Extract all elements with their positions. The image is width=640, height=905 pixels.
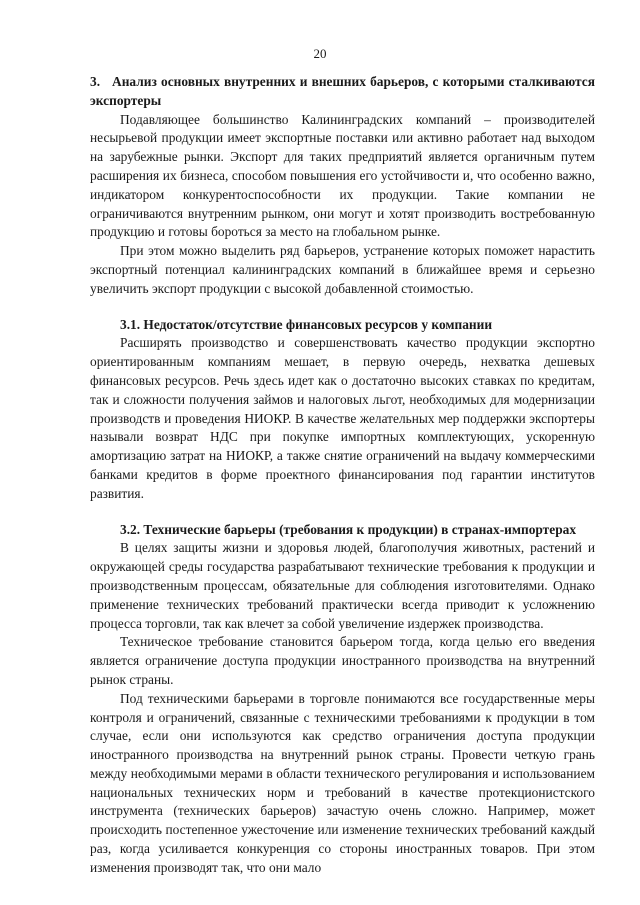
section-gap [90,504,595,521]
paragraph: При этом можно выделить ряд барьеров, устранение которых поможет нарастить экспортный потенциал калининградских компаний в ближайшее время и серьезно увеличить экспорт продукции с высокой добавленной стоимостью. [90,243,595,296]
section-3-2-heading: 3.2. Технические барьеры (требования к продукции) в странах-импортерах [120,521,577,537]
document-body [90,73,595,878]
paragraph: Подавляющее большинство Калининградских компаний – производителей несырьевой продукции имеет экспортные поставки или активно работает над выходом на зарубежные рынки. Экспорт для таких предприятий является органичным путем расширения их бизнеса, способом повышения его устойчивости и, что особенно важно, индикатором конкурентоспособности их продукции. Такие компании не ограничиваются внутренним рынком, они могут и хотят производить востребованную продукцию и готовы бороться за место на глобальном рынке. [90,111,595,240]
section-3-number: 3. [90,74,101,89]
section-gap [90,299,595,316]
paragraph: Под техническими барьерами в торговле понимаются все государственные меры контроля и ограничений, связанные с техническими требованиями к продукции в том случае, если они используются как средство ограничения доступа продукции иностранного производства на внутренний рынок страны. Провести четкую грань между необходимыми мерами в области технического регулирования и использованием национальных технических норм и требований в качестве протекционистского инструмента (технических барьеров) зачастую очень сложно. Например, может происходить постепенное ужесточение или изменение технических требований каждый раз, когда усиливается конкуренция со стороны иностранных товаров. При этом изменения производят так, что они мало [90,690,595,875]
page-number: 20 [313,46,327,61]
section-3-1-heading: 3.1. Недостаток/отсутствие финансовых ресурсов у компании [120,316,493,332]
section-3-title: Анализ основных внутренних и внешних барьеров, с которыми сталкиваются экспортеры [90,74,595,108]
paragraph: В целях защиты жизни и здоровья людей, благополучия животных, растений и окружающей среды государства разрабатывают технические требования к продукции и производственным процессам, обязательные для соблюдения изготовителями. Однако применение технических требований практически всегда приводит к усложнению процесса торговли, так как влечет за собой увеличение издержек производства. [90,540,595,631]
paragraph: Техническое требование становится барьером тогда, когда целью его введения является ограничение доступа продукции иностранного производства на внутренний рынок страны. [90,634,595,687]
section-3-heading [90,73,595,111]
paragraph: Расширять производство и совершенствовать качество продукции экспортно ориентированным компаниям мешает, в первую очередь, нехватка дешевых финансовых ресурсов. Речь здесь идет как о достаточно высоких ставках по кредитам, так и сложности получения займов и налоговых льгот, необходимых для модернизации производств и проведения НИОКР. В качестве желательных мер поддержки экспортеры называли возврат НДС при покупке импортных комплектующих, ускоренную амортизацию затрат на НИОКР, а также снятие ограничений на выдачу коммерческими банками кредитов в форме проектного финансирования под гарантии институтов развития. [90,335,595,501]
